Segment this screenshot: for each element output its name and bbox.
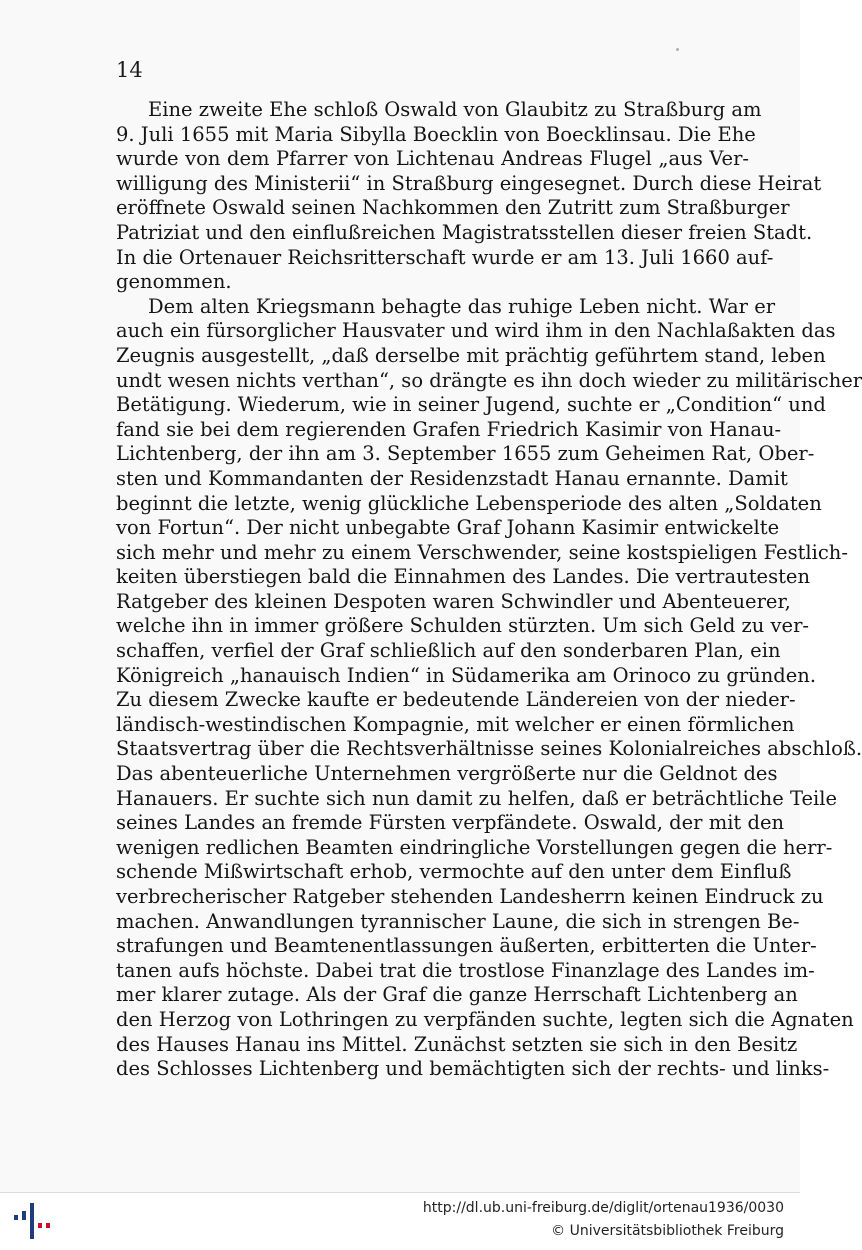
text-line: 9. Juli 1655 mit Maria Sibylla Boecklin von Boecklinsau. Die Ehe (116, 122, 756, 146)
text-line: von Fortun“. Der nicht unbegabte Graf Johann Kasimir entwickelte (116, 516, 780, 540)
text-line: auch ein fürsorglicher Hausvater und wird ihm in den Nachlaßakten das (116, 319, 836, 343)
text-line: Eine zweite Ehe schloß Oswald von Glaubitz zu Straßburg am (148, 98, 762, 121)
text-line: schende Mißwirtschaft erhob, vermochte auf den unter dem Einfluß (116, 860, 792, 884)
text-line: genommen. (116, 270, 232, 294)
text-line: machen. Anwandlungen tyrannischer Laune, die sich in strengen Be- (116, 909, 800, 933)
body-text (116, 98, 862, 1082)
text-line: undt wesen nichts verthan“, so drängte es ihn doch wieder zu militärischer (116, 368, 862, 392)
text-line: Lichtenberg, der ihn am 3. September 1655 zum Geheimen Rat, Ober- (116, 442, 815, 466)
text-line: eröffnete Oswald seinen Nachkommen den Zutritt zum Straßburger (116, 196, 790, 220)
text-line: ländisch-westindischen Kompagnie, mit welcher er einen förmlichen (116, 712, 795, 736)
text-line: Ratgeber des kleinen Despoten waren Schwindler und Abenteuerer, (116, 589, 791, 613)
text-line: des Schlosses Lichtenberg und bemächtigten sich der rechts- und links- (116, 1057, 830, 1081)
text-line: Staatsvertrag über die Rechtsverhältnisse seines Kolonialreiches abschloß. (116, 737, 862, 761)
text-line: strafungen und Beamtenentlassungen äußerten, erbitterten die Unter- (116, 934, 817, 958)
copyright-notice: © Universitätsbibliothek Freiburg (551, 1223, 784, 1239)
text-line: Hanauers. Er suchte sich nun damit zu helfen, daß er beträchtliche Teile (116, 786, 838, 810)
text-line: fand sie bei dem regierenden Grafen Friedrich Kasimir von Hanau- (116, 417, 782, 441)
text-line: willigung des Ministerii“ in Straßburg eingesegnet. Durch diese Heirat (116, 171, 822, 195)
text-line: Königreich „hanauisch Indien“ in Südamerika am Orinoco zu gründen. (116, 663, 817, 687)
document-url-link[interactable]: http://dl.ub.uni-freiburg.de/diglit/ortenau1936/0030 (422, 1200, 784, 1216)
text-line: Das abenteuerliche Unternehmen vergrößerte nur die Geldnot des (116, 762, 778, 786)
text-line: In die Ortenauer Reichsritterschaft wurde er am 13. Juli 1660 auf- (116, 245, 774, 269)
text-line: Zu diesem Zwecke kaufte er bedeutende Ländereien von der nieder- (116, 688, 796, 712)
text-line: mer klarer zutage. Als der Graf die ganze Herrschaft Lichtenberg an (116, 983, 798, 1007)
text-line: des Hauses Hanau ins Mittel. Zunächst setzten sie sich in den Besitz (116, 1032, 798, 1056)
text-line: Betätigung. Wiederum, wie in seiner Jugend, suchte er „Condition“ und (116, 393, 826, 417)
text-line: beginnt die letzte, wenig glückliche Lebensperiode des alten „Soldaten (116, 491, 822, 515)
text-line: Dem alten Kriegsmann behagte das ruhige Leben nicht. War er (148, 294, 776, 318)
text-line: tanen aufs höchste. Dabei trat die trostlose Finanzlage des Landes im- (116, 958, 815, 982)
text-line: wenigen redlichen Beamten eindringliche Vorstellungen gegen die herr- (116, 835, 833, 859)
text-line: sten und Kommandanten der Residenzstadt Hanau ernannte. Damit (116, 466, 788, 490)
text-line: welche ihn in immer größere Schulden stürzten. Um sich Geld zu ver- (116, 614, 810, 638)
scan-speck (676, 48, 679, 51)
ub-freiburg-logo-icon (10, 1201, 54, 1241)
text-line: den Herzog von Lothringen zu verpfänden suchte, legten sich die Agnaten (116, 1007, 854, 1031)
text-line: schaffen, verfiel der Graf schließlich auf den sonderbaren Plan, ein (116, 639, 781, 663)
text-line: keiten überstiegen bald die Einnahmen des Landes. Die vertrautesten (116, 565, 811, 589)
text-line: Patriziat und den einflußreichen Magistratsstellen dieser freien Stadt. (116, 220, 813, 244)
page-number: 14 (116, 58, 143, 82)
text-line: seines Landes an fremde Fürsten verpfändete. Oswald, der mit den (116, 811, 785, 835)
text-line: sich mehr und mehr zu einem Verschwender, seine kostspieligen Festlich- (116, 540, 848, 564)
viewer-footer (0, 1192, 800, 1250)
text-line: wurde von dem Pfarrer von Lichtenau Andreas Flugel „aus Ver- (116, 147, 749, 171)
text-line: Zeugnis ausgestellt, „daß derselbe mit prächtig geführtem stand, leben (116, 343, 826, 367)
text-line: verbrecherischer Ratgeber stehenden Landesherrn keinen Eindruck zu (116, 885, 824, 908)
